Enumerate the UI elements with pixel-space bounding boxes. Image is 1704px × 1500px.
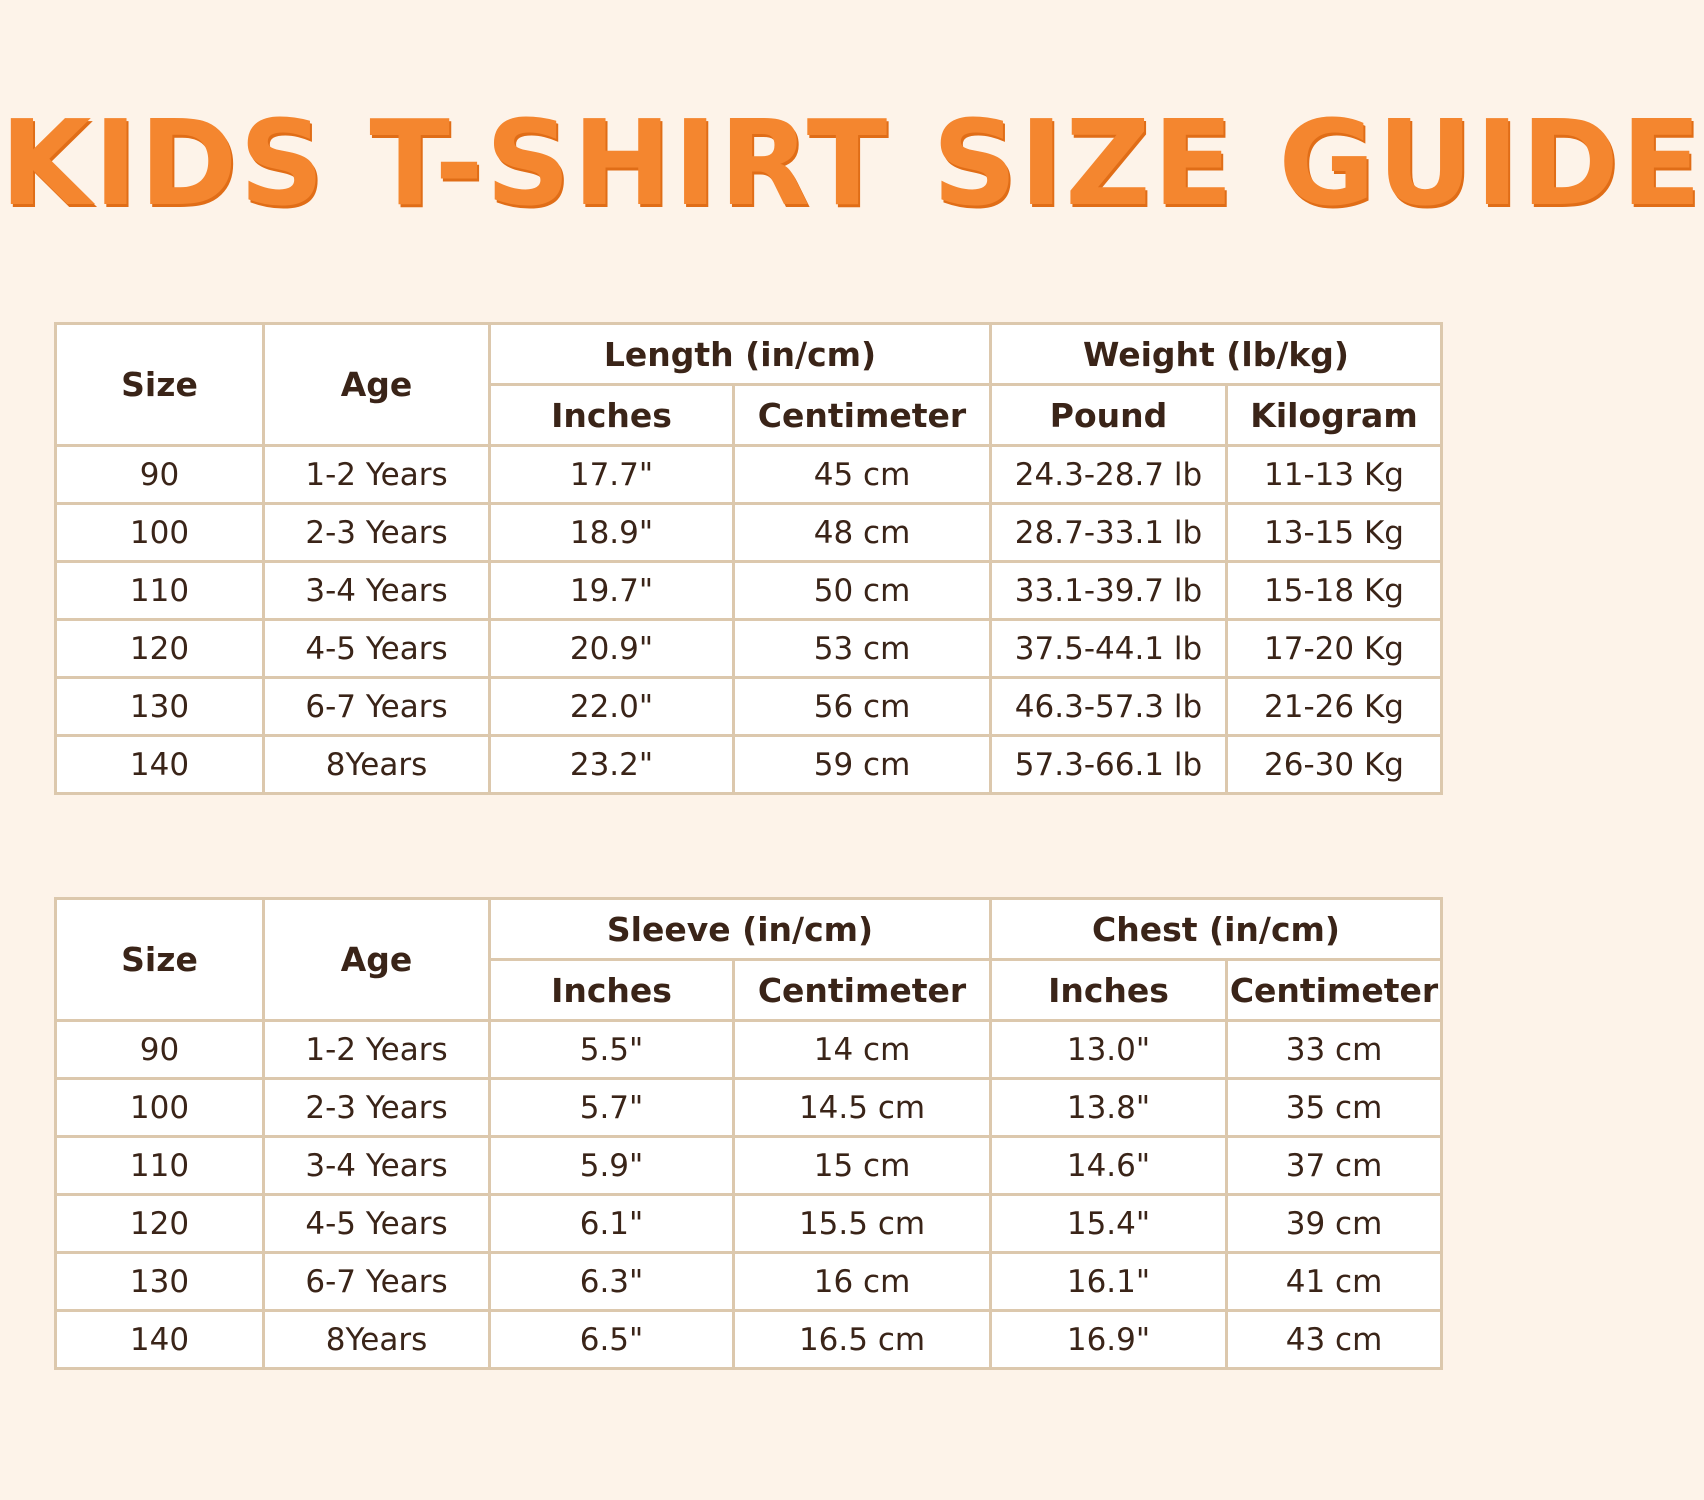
header-size: Size	[56, 899, 264, 1021]
subheader-sleeve-inches: Inches	[490, 960, 734, 1021]
cell-length-cm: 56 cm	[734, 678, 991, 736]
cell-size: 140	[56, 1311, 264, 1369]
cell-age: 1-2 Years	[264, 1021, 490, 1079]
table-row	[56, 562, 1442, 620]
cell-chest-inches: 16.1"	[991, 1253, 1227, 1311]
subheader-chest-inches: Inches	[991, 960, 1227, 1021]
header-length-group: Length (in/cm)	[490, 324, 991, 385]
cell-age: 8Years	[264, 736, 490, 794]
header-chest-group: Chest (in/cm)	[991, 899, 1442, 960]
subheader-centimeter: Centimeter	[734, 385, 991, 446]
table-row	[56, 1137, 1442, 1195]
cell-weight-lb: 46.3-57.3 lb	[991, 678, 1227, 736]
cell-weight-lb: 28.7-33.1 lb	[991, 504, 1227, 562]
cell-sleeve-inches: 5.7"	[490, 1079, 734, 1137]
cell-length-cm: 50 cm	[734, 562, 991, 620]
cell-length-cm: 45 cm	[734, 446, 991, 504]
cell-length-inches: 19.7"	[490, 562, 734, 620]
cell-sleeve-inches: 5.9"	[490, 1137, 734, 1195]
header-age: Age	[264, 899, 490, 1021]
length-weight-table	[54, 322, 1443, 795]
header-sleeve-group: Sleeve (in/cm)	[490, 899, 991, 960]
cell-chest-cm: 33 cm	[1227, 1021, 1442, 1079]
table-row	[56, 1079, 1442, 1137]
cell-weight-kg: 21-26 Kg	[1227, 678, 1442, 736]
table-row	[56, 504, 1442, 562]
subheader-kilogram: Kilogram	[1227, 385, 1442, 446]
cell-age: 1-2 Years	[264, 446, 490, 504]
subheader-chest-centimeter: Centimeter	[1227, 960, 1442, 1021]
cell-size: 120	[56, 620, 264, 678]
cell-sleeve-inches: 6.5"	[490, 1311, 734, 1369]
cell-chest-cm: 39 cm	[1227, 1195, 1442, 1253]
header-size: Size	[56, 324, 264, 446]
header-weight-group: Weight (lb/kg)	[991, 324, 1442, 385]
cell-length-cm: 59 cm	[734, 736, 991, 794]
cell-weight-kg: 17-20 Kg	[1227, 620, 1442, 678]
cell-size: 120	[56, 1195, 264, 1253]
cell-chest-cm: 35 cm	[1227, 1079, 1442, 1137]
cell-size: 130	[56, 678, 264, 736]
cell-sleeve-cm: 16.5 cm	[734, 1311, 991, 1369]
cell-chest-cm: 41 cm	[1227, 1253, 1442, 1311]
cell-sleeve-inches: 6.3"	[490, 1253, 734, 1311]
cell-length-cm: 48 cm	[734, 504, 991, 562]
table-row	[56, 1195, 1442, 1253]
cell-weight-kg: 13-15 Kg	[1227, 504, 1442, 562]
table-row	[56, 1311, 1442, 1369]
cell-size: 110	[56, 1137, 264, 1195]
cell-chest-inches: 15.4"	[991, 1195, 1227, 1253]
cell-length-cm: 53 cm	[734, 620, 991, 678]
cell-weight-lb: 37.5-44.1 lb	[991, 620, 1227, 678]
cell-chest-inches: 14.6"	[991, 1137, 1227, 1195]
cell-age: 2-3 Years	[264, 1079, 490, 1137]
cell-sleeve-cm: 16 cm	[734, 1253, 991, 1311]
cell-sleeve-cm: 15 cm	[734, 1137, 991, 1195]
cell-size: 140	[56, 736, 264, 794]
cell-length-inches: 18.9"	[490, 504, 734, 562]
table-row	[56, 620, 1442, 678]
cell-age: 4-5 Years	[264, 1195, 490, 1253]
cell-size: 100	[56, 1079, 264, 1137]
cell-size: 90	[56, 1021, 264, 1079]
cell-chest-cm: 37 cm	[1227, 1137, 1442, 1195]
cell-chest-inches: 13.0"	[991, 1021, 1227, 1079]
cell-age: 8Years	[264, 1311, 490, 1369]
cell-age: 4-5 Years	[264, 620, 490, 678]
cell-length-inches: 17.7"	[490, 446, 734, 504]
table-row	[56, 1253, 1442, 1311]
subheader-pound: Pound	[991, 385, 1227, 446]
header-age: Age	[264, 324, 490, 446]
cell-length-inches: 20.9"	[490, 620, 734, 678]
cell-sleeve-inches: 6.1"	[490, 1195, 734, 1253]
subheader-inches: Inches	[490, 385, 734, 446]
table-row	[56, 1021, 1442, 1079]
cell-age: 3-4 Years	[264, 1137, 490, 1195]
cell-sleeve-inches: 5.5"	[490, 1021, 734, 1079]
cell-age: 6-7 Years	[264, 1253, 490, 1311]
cell-age: 3-4 Years	[264, 562, 490, 620]
page-title: KIDS T-SHIRT SIZE GUIDE	[0, 94, 1704, 232]
table-row	[56, 736, 1442, 794]
cell-chest-inches: 16.9"	[991, 1311, 1227, 1369]
cell-chest-cm: 43 cm	[1227, 1311, 1442, 1369]
cell-size: 100	[56, 504, 264, 562]
cell-sleeve-cm: 14.5 cm	[734, 1079, 991, 1137]
cell-length-inches: 23.2"	[490, 736, 734, 794]
cell-age: 6-7 Years	[264, 678, 490, 736]
cell-size: 90	[56, 446, 264, 504]
cell-size: 110	[56, 562, 264, 620]
cell-sleeve-cm: 14 cm	[734, 1021, 991, 1079]
cell-age: 2-3 Years	[264, 504, 490, 562]
cell-weight-lb: 57.3-66.1 lb	[991, 736, 1227, 794]
sleeve-chest-table	[54, 897, 1443, 1370]
cell-weight-kg: 26-30 Kg	[1227, 736, 1442, 794]
cell-weight-kg: 11-13 Kg	[1227, 446, 1442, 504]
cell-weight-kg: 15-18 Kg	[1227, 562, 1442, 620]
cell-length-inches: 22.0"	[490, 678, 734, 736]
cell-sleeve-cm: 15.5 cm	[734, 1195, 991, 1253]
table-row	[56, 446, 1442, 504]
cell-chest-inches: 13.8"	[991, 1079, 1227, 1137]
table-row	[56, 678, 1442, 736]
cell-weight-lb: 33.1-39.7 lb	[991, 562, 1227, 620]
subheader-sleeve-centimeter: Centimeter	[734, 960, 991, 1021]
cell-weight-lb: 24.3-28.7 lb	[991, 446, 1227, 504]
cell-size: 130	[56, 1253, 264, 1311]
